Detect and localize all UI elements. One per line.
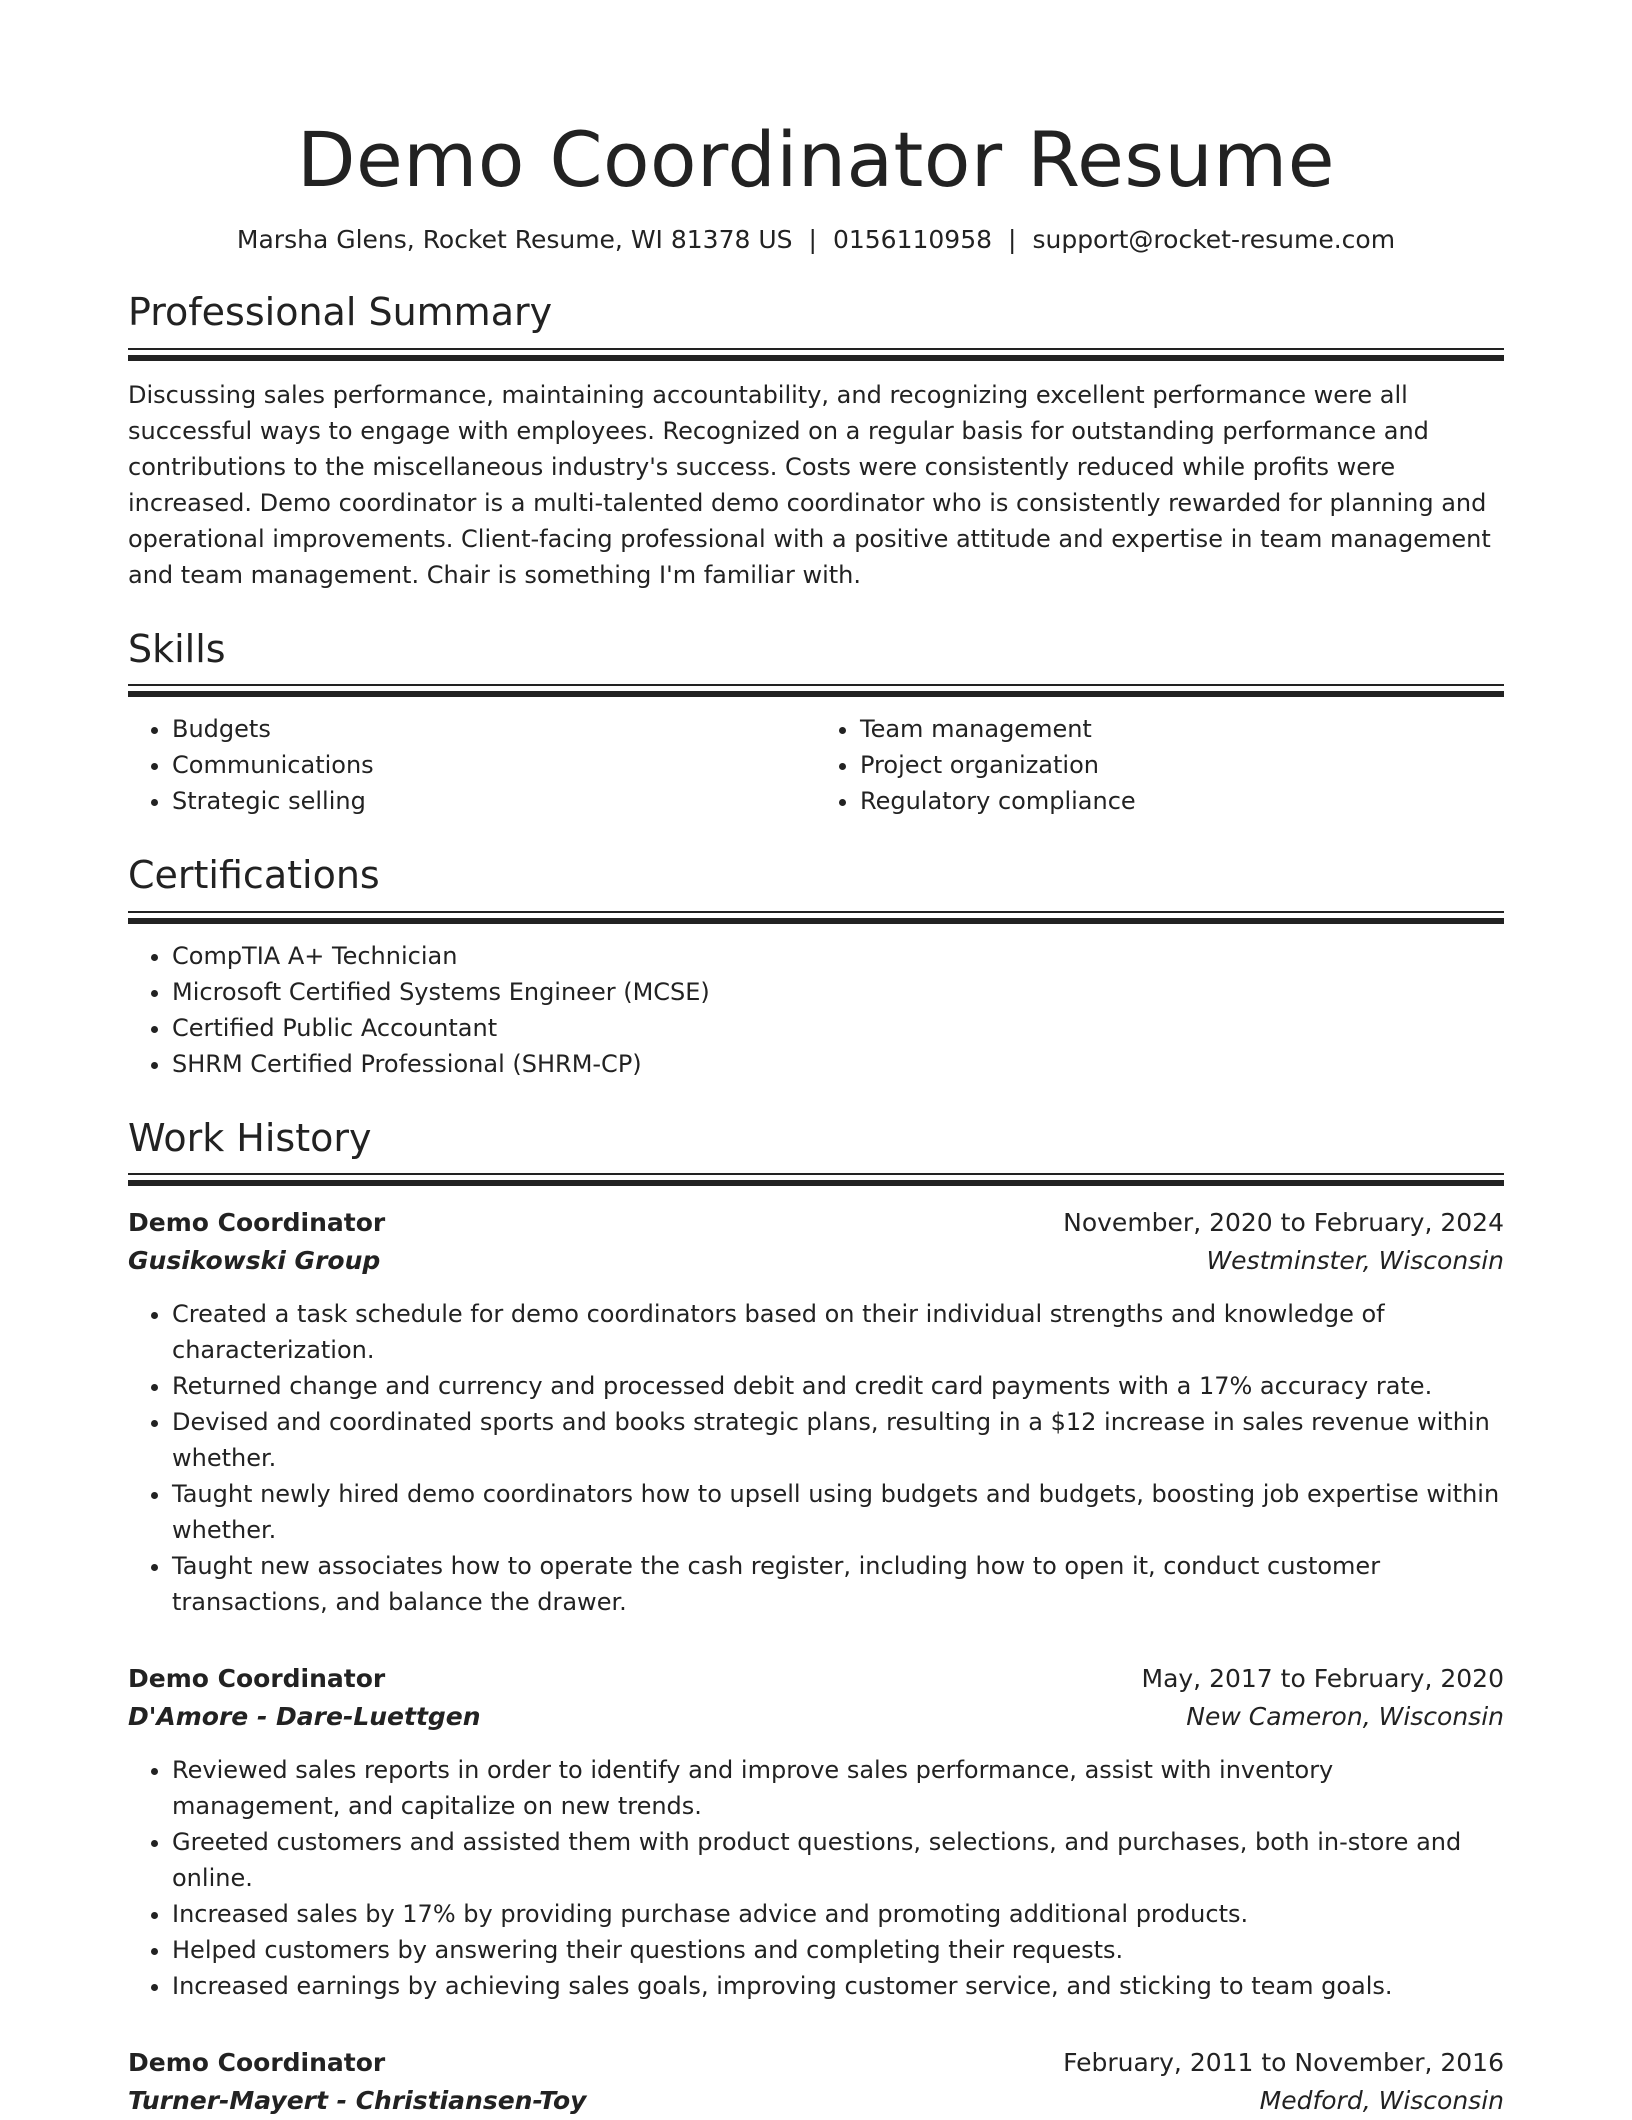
certifications-section <box>128 853 1504 1082</box>
job-dates: November, 2020 to February, 2024 <box>1063 1208 1504 1238</box>
skill-item: • Strategic selling <box>172 783 816 819</box>
skills-grid <box>128 697 1504 819</box>
job-entry <box>128 1204 1504 1620</box>
job-title: Demo Coordinator <box>128 1208 386 1238</box>
job-location: New Cameron, Wisconsin <box>1186 1702 1504 1732</box>
job-title: Demo Coordinator <box>128 2048 386 2078</box>
job-entry <box>128 2044 1504 2120</box>
certifications-heading: Certifications <box>128 853 380 898</box>
job-bullet: • Increased sales by 17% by providing purchase advice and promoting additional products. <box>172 1896 1504 1932</box>
work-history-heading: Work History <box>128 1115 372 1160</box>
job-bullet: • Greeted customers and assisted them with product questions, selections, and purchases, both in-store and online. <box>172 1824 1504 1896</box>
job-bullet: • Reviewed sales reports in order to identify and improve sales performance, assist with inventory management, and capitalize on new trends. <box>172 1752 1504 1824</box>
resume-title: Demo Coordinator Resume <box>297 115 1335 204</box>
job-company: Gusikowski Group <box>128 1246 381 1276</box>
skills-section <box>128 627 1504 820</box>
work-history-section <box>128 1116 1504 2120</box>
job-dates: May, 2017 to February, 2020 <box>1141 1664 1504 1694</box>
job-title: Demo Coordinator <box>128 1664 386 1694</box>
job-entry <box>128 1660 1504 2004</box>
job-location: Westminster, Wisconsin <box>1206 1246 1504 1276</box>
job-company: Turner-Mayert - Christiansen-Toy <box>128 2086 587 2116</box>
contact-address: Marsha Glens, Rocket Resume, WI 81378 US <box>236 224 793 254</box>
job-bullets <box>128 1752 1504 2004</box>
contact-email: support@rocket-resume.com <box>1032 224 1396 254</box>
contact-separator: | <box>808 224 817 254</box>
section-divider <box>128 355 1504 361</box>
job-bullet: • Devised and coordinated sports and books strategic plans, resulting in a $12 increase in sales revenue within whether. <box>172 1404 1504 1476</box>
skills-heading: Skills <box>128 626 226 671</box>
skill-item: • Regulatory compliance <box>860 783 1504 819</box>
job-company: D'Amore - Dare-Luettgen <box>128 1702 481 1732</box>
certification-item: • Certified Public Accountant <box>172 1010 1504 1046</box>
skill-item: • Communications <box>172 747 816 783</box>
job-bullet: • Returned change and currency and processed debit and credit card payments with a 17% accuracy rate. <box>172 1368 1504 1404</box>
skills-list-right <box>816 711 1504 819</box>
section-divider <box>128 1180 1504 1186</box>
skill-item: • Team management <box>860 711 1504 747</box>
contact-line <box>128 224 1504 257</box>
section-divider <box>128 918 1504 924</box>
job-bullets <box>128 1296 1504 1620</box>
job-location: Medford, Wisconsin <box>1259 2086 1504 2116</box>
job-bullet: • Created a task schedule for demo coordinators based on their individual strengths and knowledge of characterization. <box>172 1296 1504 1368</box>
skill-item: • Project organization <box>860 747 1504 783</box>
summary-section <box>128 290 1504 593</box>
contact-separator: | <box>1008 224 1017 254</box>
job-bullet: • Helped customers by answering their questions and completing their requests. <box>172 1932 1504 1968</box>
job-bullet: • Taught new associates how to operate the cash register, including how to open it, conduct customer transactions, and balance the drawer. <box>172 1548 1504 1620</box>
skills-list-left <box>128 711 816 819</box>
job-dates: February, 2011 to November, 2016 <box>1063 2048 1504 2078</box>
certification-item: • CompTIA A+ Technician <box>172 938 1504 974</box>
skill-item: • Budgets <box>172 711 816 747</box>
certification-item: • SHRM Certified Professional (SHRM-CP) <box>172 1046 1504 1082</box>
summary-heading: Professional Summary <box>128 290 553 335</box>
job-bullet: • Taught newly hired demo coordinators how to upsell using budgets and budgets, boosting job expertise within whether. <box>172 1476 1504 1548</box>
job-bullet: • Increased earnings by achieving sales goals, improving customer service, and sticking to team goals. <box>172 1968 1504 2004</box>
contact-phone: 0156110958 <box>832 224 993 254</box>
certification-item: • Microsoft Certified Systems Engineer (MCSE) <box>172 974 1504 1010</box>
certifications-list <box>128 938 1504 1082</box>
summary-text: Discussing sales performance, maintaining accountability, and recognizing excellent performance were all successful ways to engage with employees. Recognized on a regular basis for outstanding performance and contributions to the miscellaneous industry's success. Costs were consistently reduced while profits were increased. Demo coordinator is a multi-talented demo coordinator who is consistently rewarded for planning and operational improvements. Client-facing professional with a positive attitude and expertise in team management and team management. Chair is something I'm familiar with. <box>128 380 1491 589</box>
